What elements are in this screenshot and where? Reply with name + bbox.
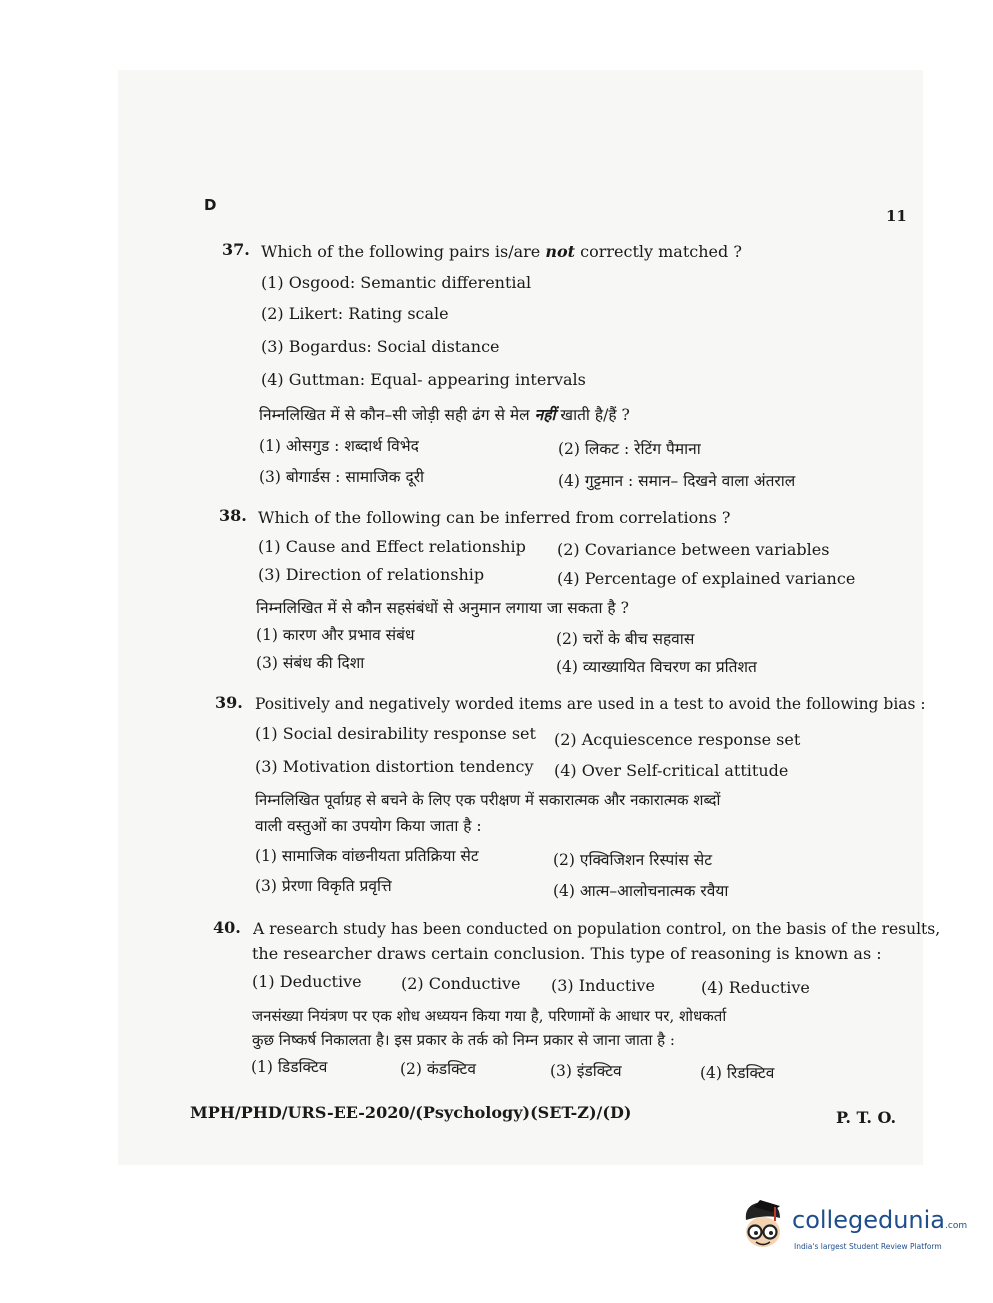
option-hindi: (3) बोगार्डस : सामाजिक दूरी [259, 468, 425, 486]
student-mascot-icon [736, 1198, 792, 1260]
option-hindi: (1) सामाजिक वांछनीयता प्रतिक्रिया सेट [255, 847, 479, 865]
option: (1) Deductive [252, 972, 362, 991]
option-hindi: (2) चरों के बीच सहवास [556, 630, 695, 648]
logo-wordmark: collegedunia.com [792, 1206, 968, 1234]
option: (2) Likert: Rating scale [261, 304, 449, 323]
question-text: Which of the following can be inferred from correlations ? [258, 508, 731, 527]
question-number: 40. [213, 918, 241, 937]
option: (2) Acquiescence response set [554, 730, 801, 749]
option: (4) Over Self-critical attitude [554, 761, 789, 780]
option-hindi: (3) प्रेरणा विकृति प्रवृत्ति [255, 877, 392, 895]
option-hindi: (2) एक्विजिशन रिस्पांस सेट [553, 851, 713, 869]
option: (1) Osgood: Semantic differential [261, 273, 532, 292]
option-hindi: (4) रिडक्टिव [700, 1064, 775, 1082]
question-text: the researcher draws certain conclusion. This type of reasoning is known as : [252, 944, 882, 963]
option: (1) Cause and Effect relationship [258, 537, 526, 556]
option: (3) Inductive [551, 976, 655, 995]
question-number: 38. [219, 506, 247, 525]
option: (4) Reductive [701, 978, 810, 997]
emphasis-not: not [545, 242, 576, 261]
question-text-hindi: कुछ निष्कर्ष निकालता है। इस प्रकार के तर्क को निम्न प्रकार से जाना जाता है : [252, 1031, 675, 1049]
option-hindi: (4) व्याख्यायित विचरण का प्रतिशत [556, 658, 757, 676]
question-text-hindi: निम्नलिखित में से कौन–सी जोड़ी सही ढंग से मेल नहीं खाती है/हैं ? [259, 405, 630, 424]
question-number: 37. [222, 240, 250, 259]
option: (2) Conductive [401, 974, 521, 993]
option-hindi: (1) कारण और प्रभाव संबंध [256, 626, 415, 644]
option-hindi: (3) इंडक्टिव [550, 1062, 622, 1080]
question-text: Positively and negatively worded items are used in a test to avoid the following bias : [255, 695, 926, 713]
question-text-hindi: निम्नलिखित में से कौन सहसंबंधों से अनुमान लगाया जा सकता है ? [256, 599, 629, 617]
set-label: D [204, 196, 217, 214]
option: (2) Covariance between variables [557, 540, 830, 559]
pto-label: P. T. O. [836, 1108, 897, 1127]
option: (1) Social desirability response set [255, 724, 536, 743]
paper-code: MPH/PHD/URS-EE-2020/(Psychology)(SET-Z)/(D) [190, 1103, 632, 1122]
option-hindi: (4) गुट्टमान : समान– दिखने वाला अंतराल [558, 472, 796, 490]
option-hindi: (2) कंडक्टिव [400, 1060, 476, 1078]
option: (3) Motivation distortion tendency [255, 757, 534, 776]
option-hindi: (3) संबंध की दिशा [256, 654, 365, 672]
option: (3) Bogardus: Social distance [261, 337, 500, 356]
option-hindi: (2) लिकट : रेटिंग पैमाना [558, 440, 701, 458]
option: (4) Guttman: Equal- appearing intervals [261, 370, 586, 389]
logo-tagline: India's largest Student Review Platform [794, 1242, 942, 1251]
option-hindi: (4) आत्म–आलोचनात्मक रवैया [553, 882, 729, 900]
question-number: 39. [215, 693, 243, 712]
option-hindi: (1) ओसगुड : शब्दार्थ विभेद [259, 437, 419, 455]
option: (4) Percentage of explained variance [557, 569, 856, 588]
page-number: 11 [886, 207, 907, 225]
emphasis-nahin: नहीं [534, 405, 556, 424]
option: (3) Direction of relationship [258, 565, 485, 584]
question-text-hindi: निम्नलिखित पूर्वाग्रह से बचने के लिए एक परीक्षण में सकारात्मक और नकारात्मक शब्दों [255, 791, 721, 809]
option-hindi: (1) डिडक्टिव [251, 1058, 328, 1076]
question-text-hindi: वाली वस्तुओं का उपयोग किया जाता है : [255, 817, 482, 835]
question-text: Which of the following pairs is/are not correctly matched ? [261, 242, 742, 261]
collegedunia-logo[interactable] [736, 1198, 966, 1268]
question-text-hindi: जनसंख्या नियंत्रण पर एक शोध अध्ययन किया गया है, परिणामों के आधार पर, शोधकर्ता [252, 1007, 727, 1025]
question-text: A research study has been conducted on population control, on the basis of the results, [253, 920, 941, 938]
